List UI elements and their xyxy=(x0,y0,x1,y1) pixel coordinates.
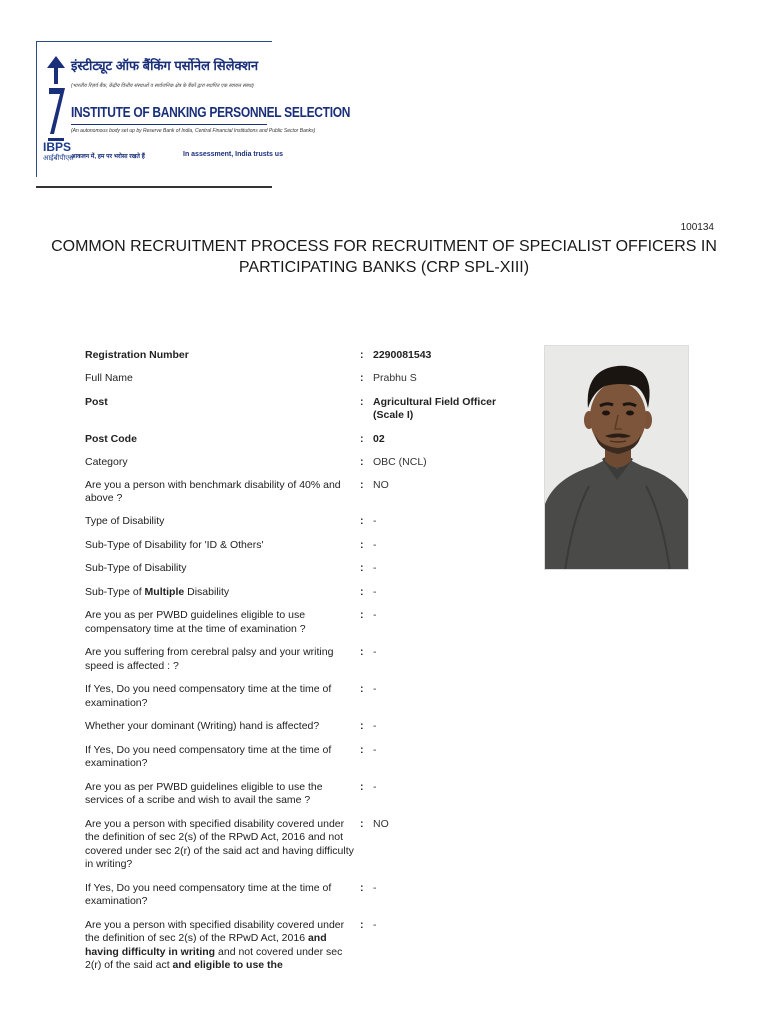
logo-english-subtitle: (An autonomous body set up by Reserve Bank of India, Central Financial Institutions and Public Sector Banks) xyxy=(71,128,316,134)
detail-colon: : xyxy=(360,455,364,468)
detail-label: Post xyxy=(85,395,108,408)
logo-english-name: INSTITUTE OF BANKING PERSONNEL SELECTION xyxy=(71,104,351,121)
detail-row-compensatory-time-2 xyxy=(85,744,525,771)
detail-colon: : xyxy=(360,918,364,931)
detail-row-category xyxy=(85,456,525,470)
detail-label: Are you suffering from cerebral palsy and your writing speed is affected : ? xyxy=(85,646,334,672)
detail-colon: : xyxy=(360,585,364,598)
label-emphasis: and having difficulty in writing xyxy=(85,932,327,958)
detail-label: Type of Disability xyxy=(85,515,165,527)
detail-colon: : xyxy=(360,881,364,894)
label-emphasis: Multiple xyxy=(144,585,185,598)
detail-row-compensatory-time-1 xyxy=(85,683,525,710)
logo-hindi-subtitle: (भारतीय रिज़र्व बैंक, केंद्रीय वित्तीय संस्थाओं व सार्वजनिक क्षेत्र के बैंकों द्वारा स्थापित एक स्वायत्त संस्था) xyxy=(71,83,254,89)
subtype-disability-value: - xyxy=(373,562,377,574)
logo-bottom-rule xyxy=(36,186,272,188)
detail-label: Sub-Type of Disability for 'ID & Others' xyxy=(85,538,264,551)
logo-tagline-hindi: आकलन में, हम पर भरोसा रखते हैं xyxy=(71,154,145,160)
post-value: Agricultural Field Officer (Scale I) xyxy=(373,395,497,421)
detail-colon: : xyxy=(360,609,364,621)
detail-label: Post Code xyxy=(85,432,137,445)
detail-label: Are you as per PWBD guidelines eligible to use the services of a scribe and wish to avail the same ? xyxy=(85,780,323,806)
detail-colon: : xyxy=(360,395,364,408)
label-part: Disability xyxy=(184,585,230,598)
detail-label xyxy=(85,919,358,973)
label-part: Are you a person with specified disability covered under the definition of sec 2(s) of the RPwD Act, 2016 xyxy=(85,918,345,944)
detail-row-cerebral-palsy xyxy=(85,646,525,673)
compensatory-time-2-value: - xyxy=(373,743,377,756)
detail-row-subtype-id-others xyxy=(85,539,525,553)
ibps-emblem-icon xyxy=(45,54,67,146)
detail-colon: : xyxy=(360,720,364,732)
sec2s-not-covered-value: NO xyxy=(373,817,389,830)
scribe-value: - xyxy=(373,780,377,793)
detail-row-subtype-disability xyxy=(85,562,525,576)
category-value: OBC (NCL) xyxy=(373,455,427,468)
ibps-logo xyxy=(36,41,351,177)
detail-label: Full Name xyxy=(85,372,133,384)
detail-row-scribe xyxy=(85,781,525,808)
detail-row-post-code xyxy=(85,433,525,447)
detail-row-compensatory-time-3 xyxy=(85,882,525,909)
detail-row-sec2s-scribe xyxy=(85,919,525,973)
detail-row-benchmark-disability xyxy=(85,479,525,506)
detail-colon: : xyxy=(360,817,364,830)
detail-colon: : xyxy=(360,515,364,527)
logo-hindi-name: इंस्टीट्यूट ऑफ बैंकिंग पर्सोनेल सिलेक्शन xyxy=(71,58,259,73)
detail-label: Are you as per PWBD guidelines eligible to use compensatory time at the time of examination ? xyxy=(85,609,306,635)
subtype-id-others-value: - xyxy=(373,538,377,551)
detail-label: Registration Number xyxy=(85,349,189,361)
label-emphasis: and eligible to use the xyxy=(172,959,283,971)
logo-divider xyxy=(71,124,267,125)
detail-colon: : xyxy=(360,538,364,551)
detail-colon: : xyxy=(360,372,364,384)
detail-label: Are you a person with specified disability covered under the definition of sec 2(s) of the RPwD Act, 2016 and not covered under sec 2(r) of the said act and having difficulty in writing? xyxy=(85,817,354,870)
detail-colon: : xyxy=(360,478,364,491)
logo-abbreviation-hindi: आईबीपीएस xyxy=(43,155,74,162)
detail-colon: : xyxy=(360,349,364,361)
benchmark-disability-value: NO xyxy=(373,478,389,491)
detail-label: Sub-Type of Disability xyxy=(85,562,187,574)
pwbd-compensatory-value: - xyxy=(373,609,377,621)
compensatory-time-3-value: - xyxy=(373,881,377,894)
type-of-disability-value: - xyxy=(373,515,377,527)
logo-tagline-english: In assessment, India trusts us xyxy=(183,151,283,158)
label-part: and not covered under sec 2(r) of the said act xyxy=(85,945,343,971)
label-part: Sub-Type of xyxy=(85,585,145,598)
candidate-portrait-icon xyxy=(545,346,689,570)
detail-colon: : xyxy=(360,780,364,793)
detail-row-sec2s-not-covered xyxy=(85,818,525,872)
document-number: 100134 xyxy=(680,222,714,233)
detail-row-full-name xyxy=(85,372,525,386)
cerebral-palsy-value: - xyxy=(373,646,377,658)
detail-label xyxy=(85,586,358,600)
dominant-hand-value: - xyxy=(373,720,377,732)
detail-label: Are you a person with benchmark disability of 40% and above ? xyxy=(85,478,341,504)
detail-label: If Yes, Do you need compensatory time at the time of examination? xyxy=(85,683,332,709)
full-name-value: Prabhu S xyxy=(373,372,417,384)
detail-row-registration-number xyxy=(85,349,525,363)
subtype-multiple-value: - xyxy=(373,585,377,598)
candidate-details xyxy=(85,349,525,973)
detail-colon: : xyxy=(360,646,364,658)
candidate-photo xyxy=(544,345,689,570)
detail-colon: : xyxy=(360,562,364,574)
detail-row-dominant-hand xyxy=(85,720,525,734)
detail-row-type-of-disability xyxy=(85,515,525,529)
sec2s-scribe-value: - xyxy=(373,918,377,931)
detail-label: If Yes, Do you need compensatory time at the time of examination? xyxy=(85,881,332,907)
detail-colon: : xyxy=(360,432,364,445)
logo-abbreviation: IBPS xyxy=(43,140,72,154)
page-title: COMMON RECRUITMENT PROCESS FOR RECRUITMENT OF SPECIALIST OFFICERS IN PARTICIPATING BANKS (CRP SPL-XIII) xyxy=(51,238,717,276)
detail-colon: : xyxy=(360,683,364,695)
detail-label: Whether your dominant (Writing) hand is affected? xyxy=(85,720,320,732)
detail-label: If Yes, Do you need compensatory time at the time of examination? xyxy=(85,743,332,769)
post-code-value: 02 xyxy=(373,432,385,445)
detail-colon: : xyxy=(360,743,364,756)
detail-row-subtype-multiple xyxy=(85,586,525,600)
detail-row-post xyxy=(85,396,525,423)
detail-row-pwbd-compensatory xyxy=(85,609,525,636)
compensatory-time-1-value: - xyxy=(373,683,377,695)
detail-label: Category xyxy=(85,455,128,468)
registration-number-value: 2290081543 xyxy=(373,349,432,361)
